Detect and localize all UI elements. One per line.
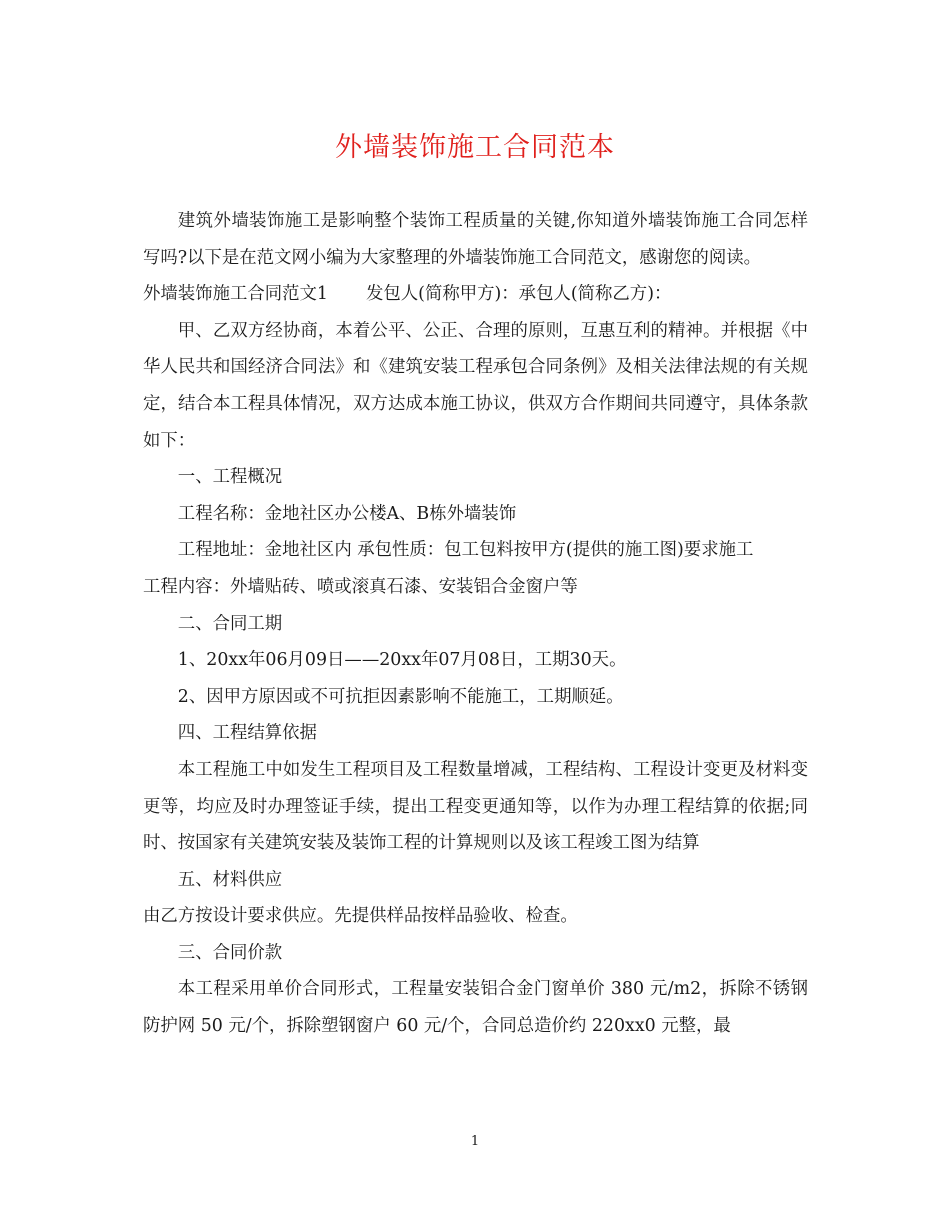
preamble-paragraph: 甲、乙双方经协商，本着公平、公正、合理的原则，互惠互利的精神。并根据《中华人民共和国经济合同法》和《建筑安装工程承包合同条例》及相关法律法规的有关规定，结合本工程具体情况，双方达成本施工协议，供双方合作期间共同遵守，具体条款如下： xyxy=(143,320,808,451)
project-name: 工程名称：金地社区办公楼A、B栋外墙装饰 xyxy=(177,503,517,524)
parties-line: 发包人(简称甲方)：承包人(简称乙方)： xyxy=(365,284,672,305)
section-heading-supply: 五、材料供应 xyxy=(177,869,283,890)
intro-paragraph: 建筑外墙装饰施工是影响整个装饰工程质量的关键,你知道外墙装饰施工合同怎样写吗?以下是在范文网小编为大家整理的外墙装饰施工合同范文，感谢您的阅读。 xyxy=(143,211,808,268)
section-heading-price: 三、合同价款 xyxy=(177,942,283,963)
document-body xyxy=(143,203,808,1045)
document-title: 外墙装饰施工合同范本 xyxy=(335,132,615,163)
section-heading-settlement: 四、工程结算依据 xyxy=(177,723,317,744)
section-heading-period: 二、合同工期 xyxy=(177,613,283,634)
settlement-paragraph: 本工程施工中如发生工程项目及工程数量增减，工程结构、工程设计变更及材料变更等，均应及时办理签证手续，提出工程变更通知等，以作为办理工程结算的依据;同时、按国家有关建筑安装及装饰工程的计算规则以及该工程竣工图为结算 xyxy=(143,759,808,854)
sample-heading: 外墙装饰施工合同范文1 xyxy=(143,284,328,305)
section-heading-overview: 一、工程概况 xyxy=(177,467,283,488)
supply-paragraph: 由乙方按设计要求供应。先提供样品按样品验收、检查。 xyxy=(143,906,578,927)
sample-heading-line xyxy=(143,276,808,313)
page-number: 1 xyxy=(470,1134,480,1149)
project-address: 工程地址：金地社区内 承包性质：包工包料按甲方(提供的施工图)要求施工 xyxy=(177,540,754,561)
period-item-2: 2、因甲方原因或不可抗拒因素影响不能施工，工期顺延。 xyxy=(177,686,624,707)
price-paragraph: 本工程采用单价合同形式，工程量安装铝合金门窗单价 380 元/m2，拆除不锈钢防护网 50 元/个，拆除塑钢窗户 60 元/个，合同总造价约 220xx0 元整，最 xyxy=(143,979,808,1037)
period-item-1: 1、20xx年06月09日——20xx年07月08日，工期30天。 xyxy=(177,650,627,671)
project-content: 工程内容：外墙贴砖、喷或滚真石漆、安装铝合金窗户等 xyxy=(143,576,578,597)
